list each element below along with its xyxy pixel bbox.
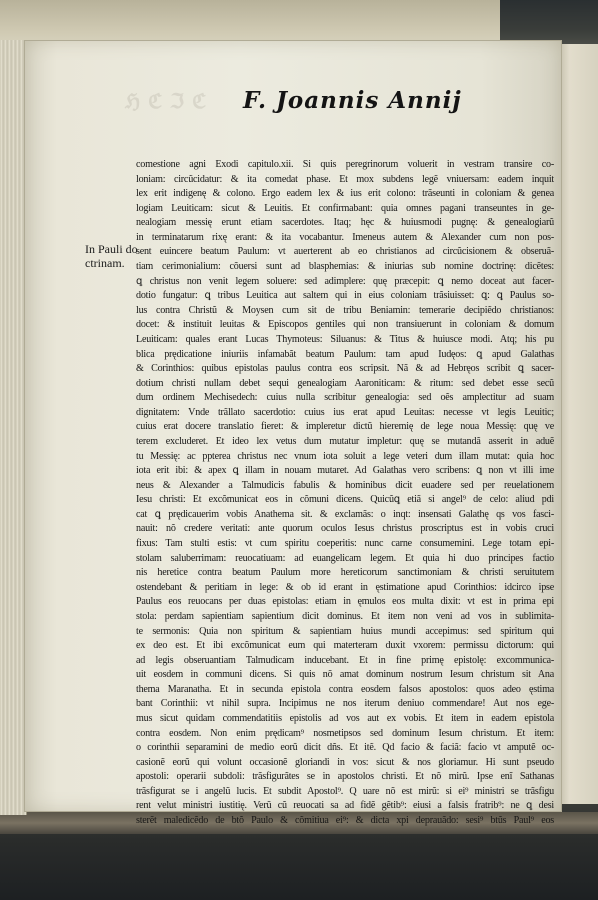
text-line: nauit: nõ credere veritati: ante quorum oculos Iesus christus proscriptus est in vobis cruci (136, 523, 554, 535)
text-line: nis heretice contra beatum Paulum more hereticorum sanctimoniam & christi seruitutem (136, 567, 554, 579)
running-head: F. Joannis Annij (243, 87, 462, 114)
text-line: rent velut ministri iustitię. Verũ cũ reuocati sa ad fidẽ gẽtib⁹: eiusi a falsis fratrib⁹: ne ꝗ desi (136, 800, 554, 812)
text-line: Paulus eos reuocans per duas epistolas: etiam in ęmulos eos multa dixit: vt est in prima epi (136, 596, 554, 608)
text-line: docet: & instituit leuitas & Episcopos gentiles qui non transiuerunt in coloniam & domum (136, 319, 554, 331)
text-line: thema Maranatha. Et in secunda epistola contra eosdem falsos apostolos: quos adeo ęstima (136, 683, 554, 695)
text-line: cat ꝗ prędicauerim vobis Anathema sit. & exclamãs: o inqt: insensati Galathę qs vos fasci- (136, 508, 554, 520)
text-line: dignitatem: Vnde trãllato sacerdotio: cuius ius erat apud Leuitas: necesse vt legis Leuitic; (136, 406, 554, 418)
text-line: tu Messię: ac ppterea christus nec vnum iota soluit a lege veteri dum illam mutat: quia hoc (136, 450, 554, 462)
text-line: trãsfigurat se i angelũ lucis. Et subdit Apostol⁹. Q uare nõ est mirũ: si ei⁹ ministri se trãsfigu (136, 785, 554, 797)
body-text (136, 158, 554, 829)
text-line: terem excluderet. Et ideo lex vetus dum mutatur impletur: quę se mutandã asserit in aduẽ (136, 435, 554, 447)
text-line: stola: perdam sapientiam sapientium dicit dominus. Et item non veni ad vos in sublimita- (136, 610, 554, 622)
text-line: cuius erat docere translatio fieret: & impleretur dictũ hieremię de lege noua Messię: quę ve (136, 421, 554, 433)
text-line: blica prędicatione iniuriis infamabãt beatum Paulum: tam apud Iudęos: ꝗ apud Galathas (136, 348, 554, 360)
text-line: in terminatarum rixę erant: & ita vocabantur. Imeneus autem & Alexander cum non pos- (136, 231, 554, 243)
text-line: Leuiticam: quales erant Lucas Thymoteus: Siluanus: & Titus & huiusce modi. Atq; his pu (136, 333, 554, 345)
text-line: & Corinthios: quibus epistolas paulus contra eos scripsit. Nã & ad Hebręos scribit ꝗ sacer- (136, 363, 554, 375)
text-line: ostendebant & peritiam in lege: & ob id erant in ęstimatione apud Corinthios: idcirco ipse (136, 581, 554, 593)
text-line: neus & Alexander a Talmudicis fabulis & hominibus dicit euadere sed per reuelationem (136, 479, 554, 491)
text-line: dotio fungatur: ꝗ tribus Leuitica aut saltem qui in eius coloniam trãsiuisset: ꝗ: ꝗ Paulus so- (136, 290, 554, 302)
text-line: iota erit ibi: & apex ꝗ illam in nouam mutaret. Ad Galathas vero scribens: ꝗ non vt illi ime (136, 465, 554, 477)
text-line: stolam saluberrimam: reuocatiuam: ad euangelicam legem. Et quia hi duo principes factio (136, 552, 554, 564)
text-line: apostoli: operarii subdoli: trãsfigurãtes se in apostolos christi. Et nõ mirũ. Ipse enĩ Sathanas (136, 771, 554, 783)
text-line: mus sicut quidam commendatitiis epistolis ad vos aut ex vobis. Et item in eadem epistola (136, 712, 554, 724)
text-line: ꝗ christus non venit legem soluere: sed adimplere: quę prӕcepit: ꝗ nemo doceat aut facer- (136, 275, 554, 287)
text-line: dum ordinem Mechisedech: cuius nulla scribitur genealogia: sed oẽs amplectitur ad suam (136, 392, 554, 404)
text-line: lex erit indigenę & colono. Ergo eadem lex & ius erit colono: trãseunti in coloniam & genea (136, 188, 554, 200)
text-line: ad legis obseruantiam Talmudicam inducebant. Et in fine primę epistolę: excommunica- (136, 654, 554, 666)
text-line: uit eosdem in communi dicens. Si quis nõ amat dominum nostrum Iesum christum sit Ana (136, 669, 554, 681)
text-line: contra eosdem. Non enim prędicam⁹ nosmetipsos sed dominum Iesum christum. Et item: (136, 727, 554, 739)
text-line: te sermonis: Quia non spiritum & sapientiam huius mundi accepimus: sed spiritum qui (136, 625, 554, 637)
text-line: loniam: circũcidatur: & ita comedat phase. Et mox subdens legẽ vniuersam: eadem inquit (136, 173, 554, 185)
text-line: Iesu christi: Et excõmunicat eos in cõmuni dicens. Quicũꝗ etiã si angel⁹ de celo: aliud pdi (136, 494, 554, 506)
text-line: dotium christi nullam debet sequi genealogiam Aaroniticam: & ritum: sed debet esse secũ (136, 377, 554, 389)
text-line: sterẽt maledicẽdo de btõ Paulo & cõmitiua ei⁹: & dicta xpi deprauãdo: sesi⁹ btũs Paul⁹ eos (136, 815, 554, 827)
marginal-note-line: In Pauli do (85, 242, 138, 256)
text-line: ex deo est. Et ibi excõmunicat eum qui materteram duxit vxorem: permissu dictorum: qui (136, 640, 554, 652)
text-line: nealogiam messię erunt etiam sacerdotes. Itaq; hęc & huiusmodi pugnę: & genealogiarũ (136, 217, 554, 229)
text-line: fixus: Tam stulti estis: vt cum spiritu coeperitis: nunc carne consumemini. Lege totam epi- (136, 538, 554, 550)
text-line: bant Corinthii: vt nihil supra. Incipimus ne nos iterum deniuo commendare! Aut nos ege- (136, 698, 554, 710)
text-line: casionẽ eorũ qui volunt occasionẽ gloriandi in vos: sicut & nos gloriamur. Hi sunt pseudo (136, 756, 554, 768)
show-through-heading: ℌℭℑℭ (125, 89, 215, 113)
previous-page-edge (0, 0, 500, 45)
text-line: tiam cerimonialium: cõuersi sunt ad blasphemias: & iniurias sub nomine doctrinę: dicẽtes: (136, 261, 554, 273)
page-stack-left (0, 40, 27, 815)
next-page-edge (556, 44, 598, 804)
marginal-note-line: ctrinam. (85, 256, 125, 270)
book-page (24, 40, 562, 827)
text-line: o corinthii separamini de medio eorũ dicit dñs. Et itẽ. Qd facio & faciã: facio vt amputẽ oc- (136, 742, 554, 754)
text-line: lus contra Christũ & Moysen cum sit de tribu Beniamin: temerarie decipiẽdo christianos: (136, 304, 554, 316)
text-line: comestione agni Exodi capitulo.xii. Si quis peregrinorum voluerit in vestram transire co- (136, 159, 554, 170)
text-line: sent euincere beatum Paulum: vt auerterent ab eo christianos ad circũcisionem & obseruã- (136, 246, 554, 258)
text-line: logiam Leuiticam: sicut & Leuitis. Et confirmabant: quia omnes pagani transeuntes in ge- (136, 202, 554, 214)
